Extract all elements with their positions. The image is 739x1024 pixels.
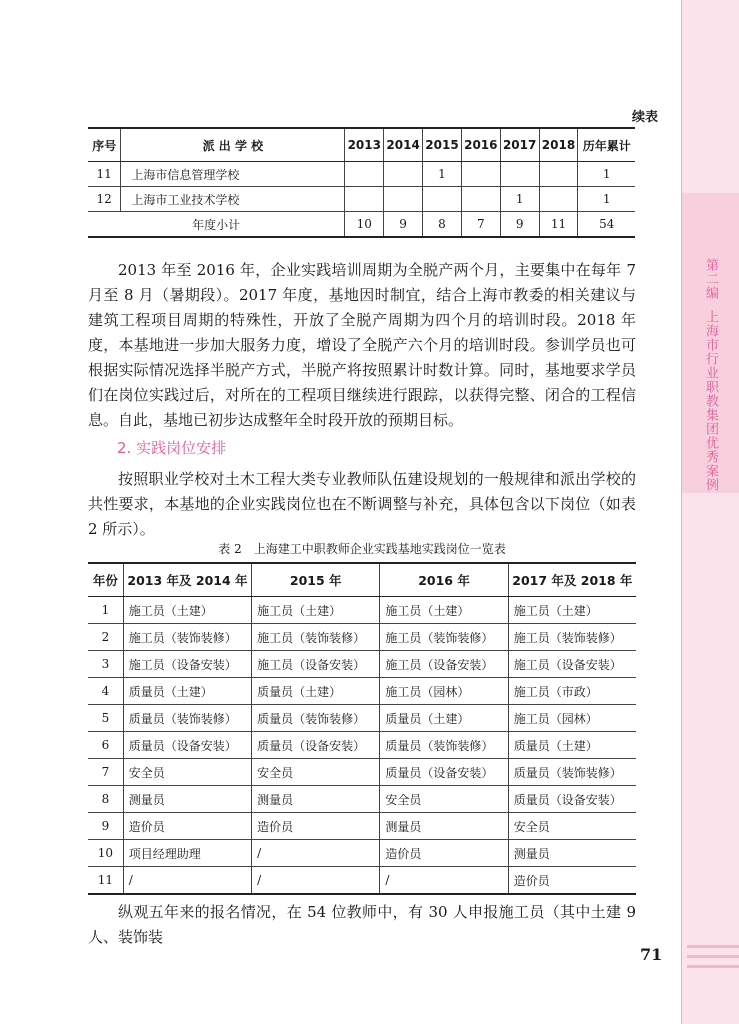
position-cell: 安全员	[380, 786, 508, 813]
position-cell: 施工员（土建）	[380, 597, 508, 624]
table-cell: 1	[578, 162, 635, 187]
table-cell: 54	[578, 212, 635, 238]
position-cell: 质量员（装饰装修）	[508, 759, 636, 786]
table-cell: 上海市信息管理学校	[121, 162, 345, 187]
sidebar-border	[681, 0, 682, 1024]
row-number-cell: 11	[88, 867, 123, 895]
header-cell: 2013	[345, 128, 384, 162]
position-cell: 造价员	[508, 867, 636, 895]
sidebar-stripe	[687, 945, 739, 948]
table-row	[88, 786, 636, 813]
table-cell: 9	[384, 212, 423, 238]
row-number-cell: 5	[88, 705, 123, 732]
position-cell: 质量员（设备安装）	[123, 732, 251, 759]
position-cell: 施工员（装饰装修）	[252, 624, 380, 651]
table-cell: 11	[88, 162, 121, 187]
position-cell: 造价员	[252, 813, 380, 840]
table-header-row	[88, 128, 635, 162]
table-row	[88, 732, 636, 759]
table-cell	[345, 162, 384, 187]
row-number-cell: 1	[88, 597, 123, 624]
header-cell: 2015 年	[252, 563, 380, 597]
table-cell	[539, 162, 578, 187]
table-cell: 1	[500, 187, 539, 212]
header-cell: 历年累计	[578, 128, 635, 162]
position-cell: 安全员	[252, 759, 380, 786]
sidebar	[681, 0, 739, 1024]
subtotal-row	[88, 212, 635, 238]
header-cell: 2013 年及 2014 年	[123, 563, 251, 597]
table-row	[88, 813, 636, 840]
position-cell: 质量员（土建）	[123, 678, 251, 705]
row-number-cell: 6	[88, 732, 123, 759]
position-cell: 质量员（设备安装）	[252, 732, 380, 759]
position-cell: 施工员（设备安装）	[252, 651, 380, 678]
position-cell: 造价员	[380, 840, 508, 867]
sidebar-stripe	[687, 955, 739, 958]
table-row	[88, 759, 636, 786]
position-cell: 安全员	[508, 813, 636, 840]
position-cell: 质量员（设备安装）	[380, 759, 508, 786]
table-header-row	[88, 563, 636, 597]
header-cell: 2016 年	[380, 563, 508, 597]
position-cell: 施工员（装饰装修）	[508, 624, 636, 651]
position-cell: /	[252, 867, 380, 895]
table-cell	[461, 187, 500, 212]
positions-table	[88, 562, 636, 895]
table-cell	[461, 162, 500, 187]
table-row	[88, 867, 636, 895]
row-number-cell: 10	[88, 840, 123, 867]
body-paragraph: 纵观五年来的报名情况，在 54 位教师中，有 30 人申报施工员（其中土建 9 人、装饰装	[88, 903, 636, 946]
table-row	[88, 651, 636, 678]
position-cell: /	[380, 867, 508, 895]
sidebar-part: 第二编	[703, 258, 718, 300]
school-count-table	[88, 127, 635, 238]
body-paragraph: 按照职业学校对土木工程大类专业教师队伍建设规划的一般规律和派出学校的共性要求，本基地的企业实践岗位也在不断调整与补充，具体包含以下岗位（如表 2 所示）。	[88, 470, 636, 538]
section-heading: 2. 实践岗位安排	[117, 439, 227, 457]
position-cell: 施工员（设备安装）	[123, 651, 251, 678]
table-cell	[539, 187, 578, 212]
position-cell: 施工员（装饰装修）	[380, 624, 508, 651]
table-row	[88, 162, 635, 187]
table-row	[88, 840, 636, 867]
sidebar-stripe	[687, 965, 739, 968]
row-number-cell: 4	[88, 678, 123, 705]
position-cell: 质量员（土建）	[252, 678, 380, 705]
position-cell: 项目经理助理	[123, 840, 251, 867]
subtotal-label: 年度小计	[88, 212, 345, 238]
table-cell: 1	[578, 187, 635, 212]
table-cell	[500, 162, 539, 187]
header-cell: 2014	[384, 128, 423, 162]
header-cell: 派 出 学 校	[121, 128, 345, 162]
position-cell: 施工员（市政）	[508, 678, 636, 705]
row-number-cell: 2	[88, 624, 123, 651]
position-cell: 测量员	[508, 840, 636, 867]
position-cell: 质量员（装饰装修）	[123, 705, 251, 732]
table-cell: 11	[539, 212, 578, 238]
header-cell: 序号	[88, 128, 121, 162]
table-cell: 10	[345, 212, 384, 238]
position-cell: 质量员（土建）	[508, 732, 636, 759]
row-number-cell: 8	[88, 786, 123, 813]
position-cell: 测量员	[123, 786, 251, 813]
position-cell: 质量员（装饰装修）	[380, 732, 508, 759]
table-cell: 9	[500, 212, 539, 238]
position-cell: 造价员	[123, 813, 251, 840]
position-cell: 质量员（装饰装修）	[252, 705, 380, 732]
position-cell: 施工员（设备安装）	[508, 651, 636, 678]
table-cell: 12	[88, 187, 121, 212]
table-cell: 上海市工业技术学校	[121, 187, 345, 212]
table-caption: 表 2 上海建工中职教师企业实践基地实践岗位一览表	[218, 542, 506, 556]
table-cell	[423, 187, 462, 212]
position-cell: 质量员（土建）	[380, 705, 508, 732]
table-row	[88, 624, 636, 651]
table-cell	[384, 187, 423, 212]
position-cell: 施工员（园林）	[508, 705, 636, 732]
row-number-cell: 3	[88, 651, 123, 678]
header-cell: 2017	[500, 128, 539, 162]
sidebar-title: 上海市行业职教集团优秀案例	[703, 310, 718, 492]
table-cell	[384, 162, 423, 187]
position-cell: /	[123, 867, 251, 895]
page-number: 71	[640, 945, 663, 964]
table-row	[88, 597, 636, 624]
sidebar-section-title	[700, 258, 720, 492]
table-row	[88, 187, 635, 212]
table-cell: 8	[423, 212, 462, 238]
position-cell: 施工员（装饰装修）	[123, 624, 251, 651]
table-cell: 7	[461, 212, 500, 238]
position-cell: 测量员	[380, 813, 508, 840]
position-cell: 测量员	[252, 786, 380, 813]
position-cell: 施工员（土建）	[123, 597, 251, 624]
position-cell: 质量员（设备安装）	[508, 786, 636, 813]
position-cell: 施工员（土建）	[508, 597, 636, 624]
row-number-cell: 7	[88, 759, 123, 786]
header-cell: 2015	[423, 128, 462, 162]
header-cell: 年份	[88, 563, 123, 597]
body-paragraph: 2013 年至 2016 年，企业实践培训周期为全脱产两个月，主要集中在每年 7 月至 8 月（暑期段）。2017 年度，基地因时制宜，结合上海市教委的相关建议与建筑工程项目周期的特殊性，开放了全脱产周期为四个月的培训时段。2018 年度，本基地进一步加大服务力度，增设了全脱产六个月的培训时段。参训学员也可根据实际情况选择半脱产方式，半脱产将按照累计时数计算。同时，基地要求学员们在岗位实践过后，对所在的工程项目继续进行跟踪，以获得完整、闭合的工程信息。自此，基地已初步达成整年全时段开放的预期目标。	[88, 261, 636, 429]
header-cell: 2018	[539, 128, 578, 162]
row-number-cell: 9	[88, 813, 123, 840]
position-cell: 施工员（设备安装）	[380, 651, 508, 678]
position-cell: 施工员（园林）	[380, 678, 508, 705]
header-cell: 2017 年及 2018 年	[508, 563, 636, 597]
position-cell: 施工员（土建）	[252, 597, 380, 624]
position-cell: /	[252, 840, 380, 867]
position-cell: 安全员	[123, 759, 251, 786]
continued-label: 续表	[631, 110, 658, 125]
header-cell: 2016	[461, 128, 500, 162]
table-cell	[345, 187, 384, 212]
table-row	[88, 705, 636, 732]
table-cell: 1	[423, 162, 462, 187]
table-row	[88, 678, 636, 705]
